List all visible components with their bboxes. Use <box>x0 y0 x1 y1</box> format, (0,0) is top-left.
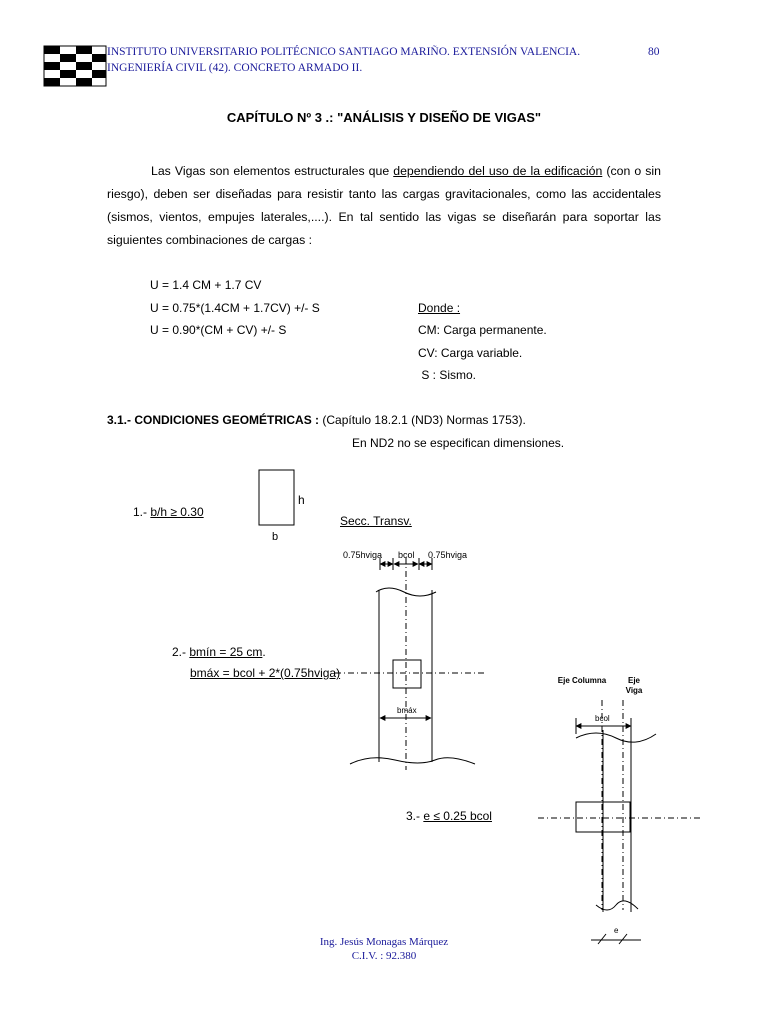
page-number: 80 <box>648 46 660 58</box>
eje-columna-label: Eje Columna <box>557 676 607 685</box>
footer-author: Ing. Jesús Monagas Márquez <box>319 936 449 948</box>
dim-left-label: 0.75hviga <box>343 550 383 560</box>
cond2-prefix: 2.- <box>172 645 190 659</box>
secc-transv-label: Secc. Transv. <box>340 514 412 528</box>
intro-text-b: (con o sin riesgo), deben ser diseñadas para resistir tanto las cargas gravitacionales, como las accidentales (sismos, vientos, empujes laterales,....). En tal sentido las vigas se diseñarán para soportar las siguientes combinaciones de cargas : <box>107 164 661 247</box>
cond2-bmax: bmáx = bcol + 2*(0.75hviga) <box>190 666 341 680</box>
legend-cm: CM: Carga permanente. <box>418 323 547 337</box>
e-tag: e <box>614 926 619 935</box>
beam-plan-diagram <box>335 558 485 770</box>
legend-title: Donde : <box>418 301 461 315</box>
column-square-2 <box>393 660 421 688</box>
combination-1: U = 1.4 CM + 1.7 CV <box>150 278 262 292</box>
cond2-bmin-expr: bmín = 25 cm <box>189 645 263 659</box>
section-number-title: 3.1.- CONDICIONES GEOMÉTRICAS : <box>107 413 320 427</box>
dim-right-label: 0.75hviga <box>428 550 468 560</box>
intro-text-underlined: dependiendo del uso de la edificación <box>393 164 603 178</box>
combination-3: U = 0.90*(CM + CV) +/- S <box>150 323 287 337</box>
eccentricity-diagram <box>538 700 700 944</box>
chapter-title: CAPÍTULO Nº 3 .: "ANÁLISIS Y DISEÑO DE VIGAS" <box>226 110 542 125</box>
section-reference: (Capítulo 18.2.1 (ND3) Normas 1753). <box>319 413 526 427</box>
eje-viga-label: Eje Viga <box>625 676 643 695</box>
legend-s: S : Sismo. <box>418 368 477 382</box>
intro-text-a: Las Vigas son elementos estructurales que <box>151 164 394 178</box>
bcol-tag: bcol <box>595 714 610 723</box>
cond3-expr: e ≤ 0.25 bcol <box>423 809 492 823</box>
cross-section-rect <box>259 470 294 525</box>
section-note: En ND2 no se especifican dimensiones. <box>352 436 565 450</box>
dim-mid-label: bcol <box>398 550 415 560</box>
cond1-expr: b/h ≥ 0.30 <box>150 505 204 519</box>
cond3-prefix: 3.- <box>406 809 424 823</box>
cond1-h-label: h <box>298 493 305 507</box>
cond1-prefix: 1.- <box>133 505 151 519</box>
header-course: INGENIERÍA CIVIL (42). CONCRETO ARMADO II. <box>107 62 363 74</box>
footer-civ: C.I.V. : 92.380 <box>351 950 417 962</box>
bmax-tag: bmáx <box>397 706 417 715</box>
header-institute: INSTITUTO UNIVERSITARIO POLITÉCNICO SANTIAGO MARIÑO. EXTENSIÓN VALENCIA. <box>107 46 581 58</box>
legend-cv: CV: Carga variable. <box>418 346 523 360</box>
cond2-bmin: 2.- bmín = 25 cm. <box>172 645 266 659</box>
cond1-b-label: b <box>272 531 279 543</box>
combination-2: U = 0.75*(1.4CM + 1.7CV) +/- S <box>150 301 320 315</box>
